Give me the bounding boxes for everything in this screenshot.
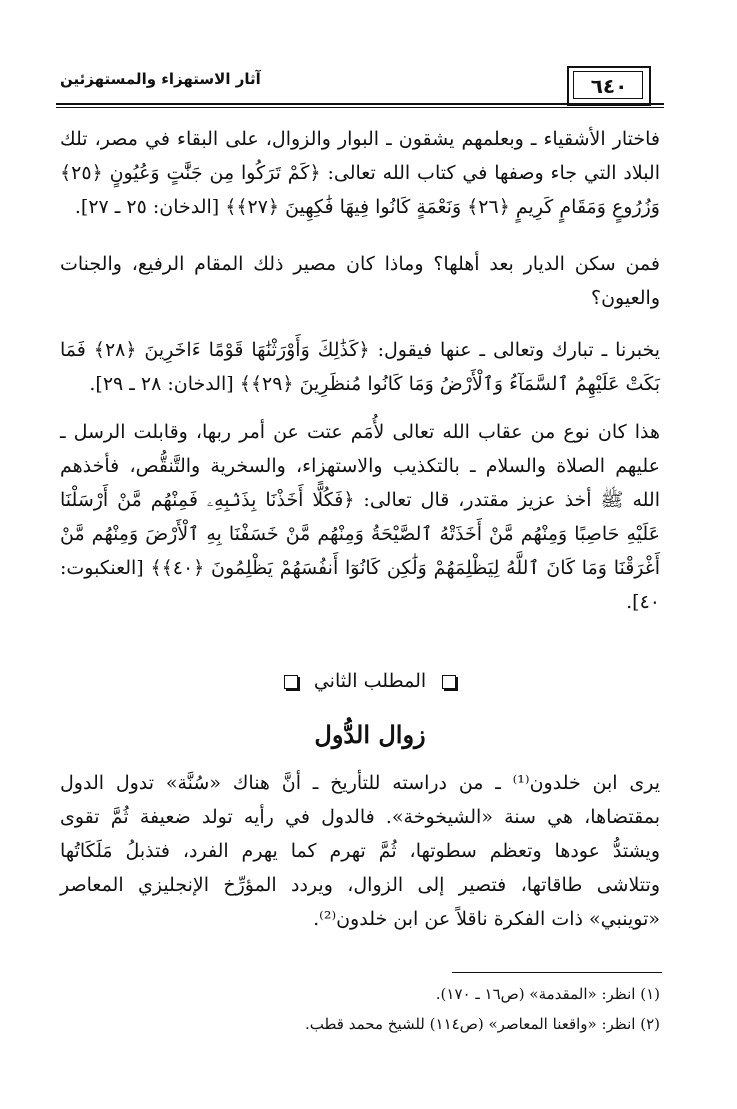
page-number: ٦٤٠	[590, 74, 628, 98]
footnote-rule	[452, 972, 662, 973]
footnote-2: (٢) انظر: «واقعنا المعاصر» (ص١١٤) للشيخ محمد قطب.	[304, 1015, 660, 1033]
paragraph-2: فمن سكن الديار بعد أهلها؟ وماذا كان مصير ذلك المقام الرفيع، والجنات والعيون؟	[60, 253, 660, 309]
header-rule-thin	[56, 107, 664, 108]
section-heading	[150, 670, 590, 692]
paragraph-5: يرى ابن خلدون⁽¹⁾ ـ من دراسته للتأريخ ـ أنَّ هناك «سُنَّة» تدول الدول بمقتضاها، هي سنة «الشيخوخة». فالدول في رأيه تولد ضعيفة ثُمَّ تقوى ويشتدُّ عودها وتعظم سطوتها، ثُمَّ تهرم كما يهرم الفرد، فتذبلُ مَلَكَاتُها وتتلاشى طاقاتها، فتصير إلى الزوال، ويردد المؤرِّخ الإنجليزي المعاصر «توينبي» ذات الفكرة ناقلاً عن ابن خلدون⁽²⁾.	[60, 772, 660, 930]
page-number-box	[567, 66, 651, 106]
square-bullet-icon	[442, 675, 456, 689]
section-heading-text: المطلب الثاني	[313, 670, 427, 692]
paragraph-3: يخبرنا ـ تبارك وتعالى ـ عنها فيقول: ﴿كَذَٰلِكَ وَأَوْرَثْنَٰهَا قَوْمًا ءَاخَرِينَ ﴿٢٨﴾ فَمَا بَكَتْ عَلَيْهِمُ ٱلسَّمَآءُ وَٱلْأَرْضُ وَمَا كَانُوا مُنظَرِينَ ﴿٢٩﴾﴾ [الدخان: ٢٨ ـ ٢٩].	[60, 339, 661, 395]
running-title: آثار الاستهزاء والمستهزئين	[60, 70, 261, 88]
square-bullet-icon	[284, 675, 298, 689]
paragraph-4: هذا كان نوع من عقاب الله تعالى لأُمَم عتت عن أمر ربها، وقابلت الرسل ـ عليهم الصلاة والسلام ـ بالتكذيب والاستهزاء، والسخرية والتَّنقُّص، فأخذهم الله ﷺ أخذ عزيز مقتدر، قال تعالى: ﴿فَكُلًّا أَخَذْنَا بِذَنۢبِهِۦ فَمِنْهُم مَّنْ أَرْسَلْنَا عَلَيْهِ حَاصِبًا وَمِنْهُم مَّنْ أَخَذَتْهُ ٱلصَّيْحَةُ وَمِنْهُم مَّنْ خَسَفْنَا بِهِ ٱلْأَرْضَ وَمِنْهُم مَّنْ أَغْرَقْنَا وَمَا كَانَ ٱللَّهُ لِيَظْلِمَهُمْ وَلَٰكِن كَانُوٓا أَنفُسَهُمْ يَظْلِمُونَ ﴿٤٠﴾﴾ [العنكبوت: ٤٠].	[60, 421, 661, 613]
paragraph-1: فاختار الأشقياء ـ وبعلمهم يشقون ـ البوار والزوال، على البقاء في مصر، تلك البلاد التي جاء وصفها في كتاب الله تعالى: ﴿كَمْ تَرَكُوا مِن جَنَّٰتٍ وَعُيُونٍ ﴿٢٥﴾ وَزُرُوعٍ وَمَقَامٍ كَرِيمٍ ﴿٢٦﴾ وَنَعْمَةٍ كَانُوا فِيهَا فَٰكِهِينَ ﴿٢٧﴾﴾ [الدخان: ٢٥ ـ ٢٧].	[60, 128, 660, 218]
header-rule	[56, 103, 664, 105]
section-title: زوال الدُّول	[314, 720, 426, 749]
footnote-1: (١) انظر: «المقدمة» (ص١٦ ـ ١٧٠).	[435, 985, 660, 1003]
